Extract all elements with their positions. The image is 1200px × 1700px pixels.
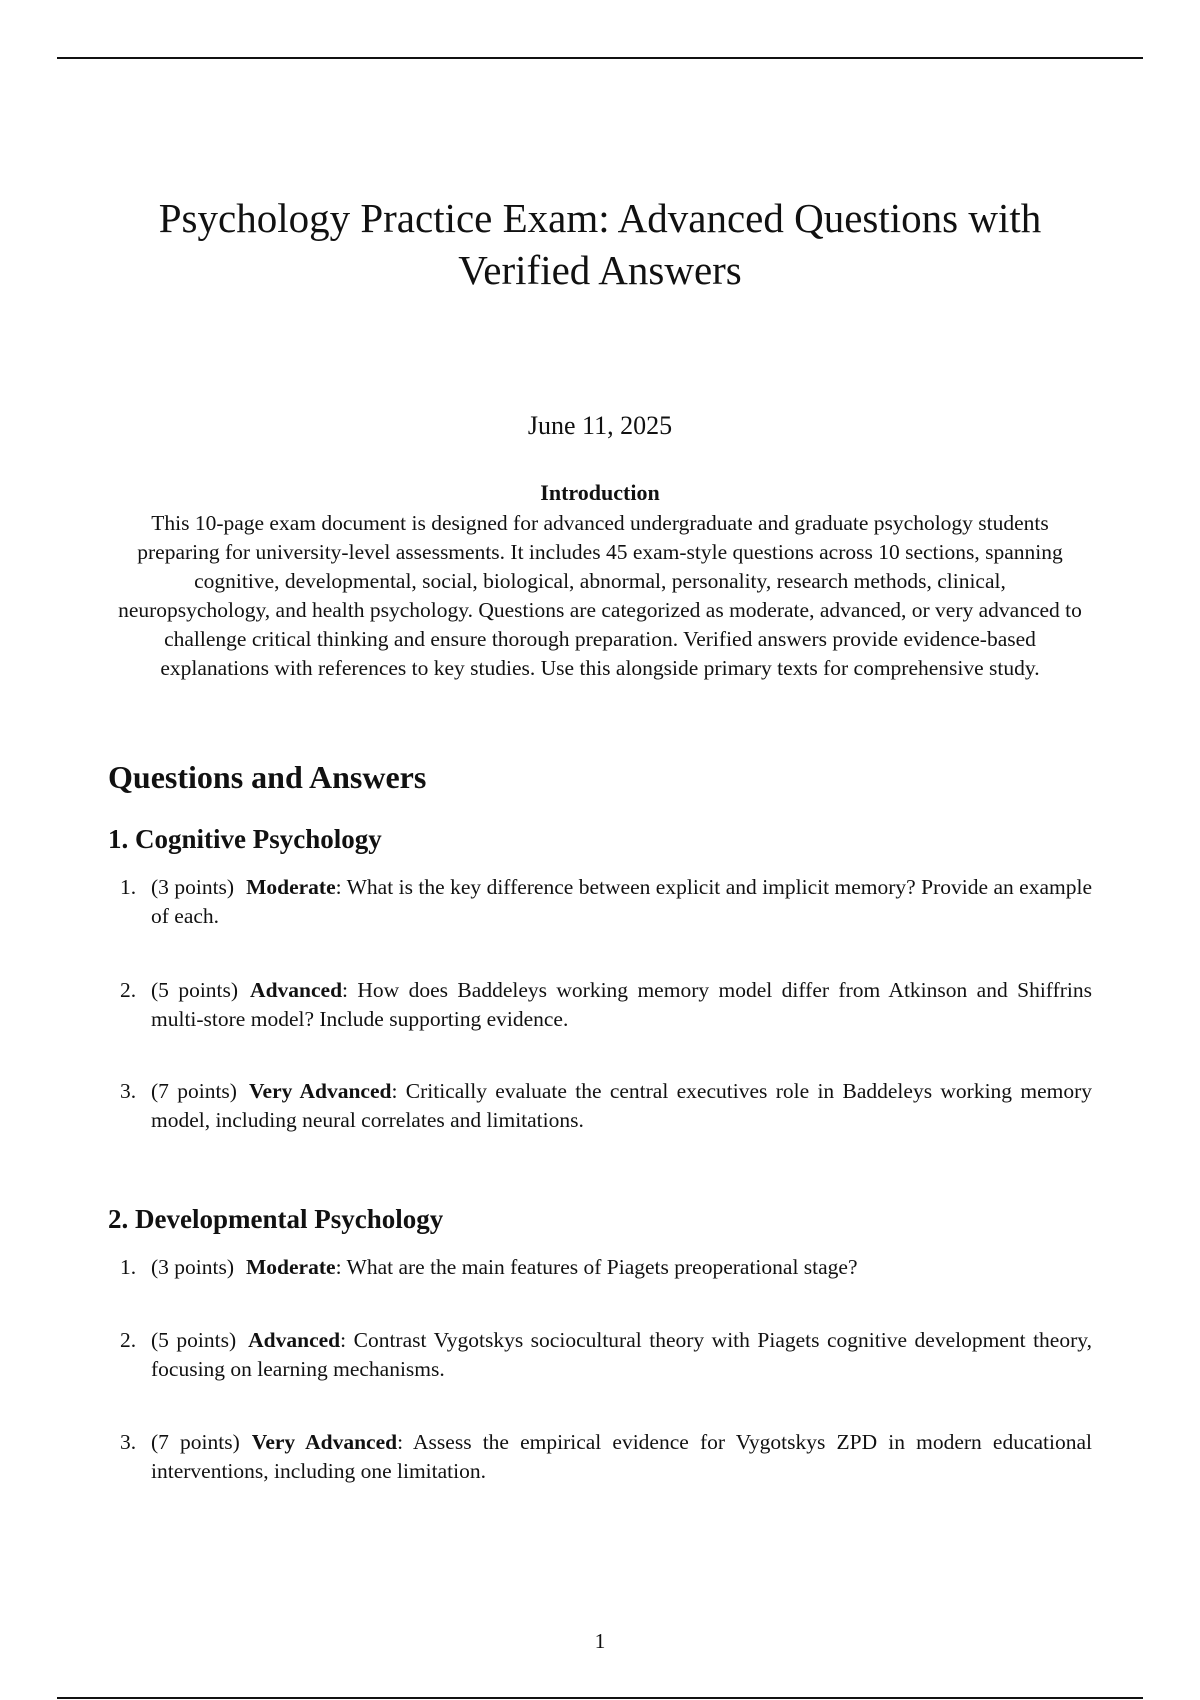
section-heading-developmental: 2. Developmental Psychology: [108, 1204, 444, 1234]
introduction-body: This 10-page exam document is designed for advanced undergraduate and graduate psychology students preparing for university-level assessments. It includes 45 exam-style questions across 10 sections, spanning cognitive, developmental, social, biological, abnormal, personality, research methods, clinical, neuropsychology, and health psychology. Questions are categorized as moderate, advanced, or very advanced to challenge critical thinking and ensure thorough preparation. Verified answers provide evidence-based explanations with references to key studies. Use this alongside primary texts for comprehensive study.: [118, 511, 1082, 680]
question-number: 2.: [120, 978, 137, 1002]
bottom-rule: [57, 1697, 1143, 1699]
document-title: Psychology Practice Exam: Advanced Questions with Verified Answers: [158, 195, 1042, 293]
page-number: 1: [594, 1629, 606, 1653]
question-text-block: [151, 976, 1092, 1034]
introduction-heading: Introduction: [540, 480, 660, 505]
question-text: : What is the key difference between explicit and implicit memory? Provide an example of each.: [151, 875, 1092, 928]
question-level: Moderate: [246, 1255, 336, 1279]
question-text-block: [151, 1253, 1092, 1282]
question-level: Moderate: [246, 875, 336, 899]
question-item: [108, 1428, 1092, 1486]
question-number: 3.: [120, 1079, 137, 1103]
question-text: : What are the main features of Piagets preoperational stage?: [335, 1255, 858, 1279]
question-text: : Contrast Vygotskys sociocultural theory with Piagets cognitive development theory, focusing on learning mechanisms.: [151, 1328, 1092, 1381]
question-text: : How does Baddeleys working memory model differ from Atkinson and Shiffrins multi-store model? Include supporting evidence.: [151, 978, 1092, 1031]
question-points: (5 points): [151, 1328, 237, 1352]
question-points: (7 points): [151, 1079, 237, 1103]
question-text: : Critically evaluate the central executives role in Baddeleys working memory model, including neural correlates and limitations.: [151, 1079, 1093, 1132]
top-rule: [57, 57, 1143, 59]
question-level: Very Advanced: [248, 1079, 392, 1103]
question-number: 2.: [120, 1328, 137, 1352]
question-level: Advanced: [248, 1328, 341, 1352]
question-points: (3 points): [151, 875, 235, 899]
question-number: 1.: [120, 875, 137, 899]
question-item: [108, 1253, 1092, 1282]
question-number: 3.: [120, 1430, 137, 1454]
question-level: Advanced: [250, 978, 343, 1002]
question-text-block: [151, 1428, 1092, 1486]
section-heading-cognitive: 1. Cognitive Psychology: [108, 824, 382, 854]
question-points: (5 points): [151, 978, 239, 1002]
question-text-block: [151, 1326, 1092, 1384]
question-item: [108, 1077, 1092, 1135]
question-item: [108, 976, 1092, 1034]
question-text-block: [151, 873, 1092, 931]
question-item: [108, 873, 1092, 931]
document-date: June 11, 2025: [527, 411, 673, 440]
question-text-block: [151, 1077, 1092, 1135]
question-item: [108, 1326, 1092, 1384]
question-points: (7 points): [151, 1430, 240, 1454]
question-points: (3 points): [151, 1255, 235, 1279]
questions-answers-heading: Questions and Answers: [108, 759, 427, 795]
question-text: : Assess the empirical evidence for Vygotskys ZPD in modern educational interventions, including one limitation.: [151, 1430, 1093, 1483]
question-level: Very Advanced: [251, 1430, 398, 1454]
question-number: 1.: [120, 1255, 137, 1279]
